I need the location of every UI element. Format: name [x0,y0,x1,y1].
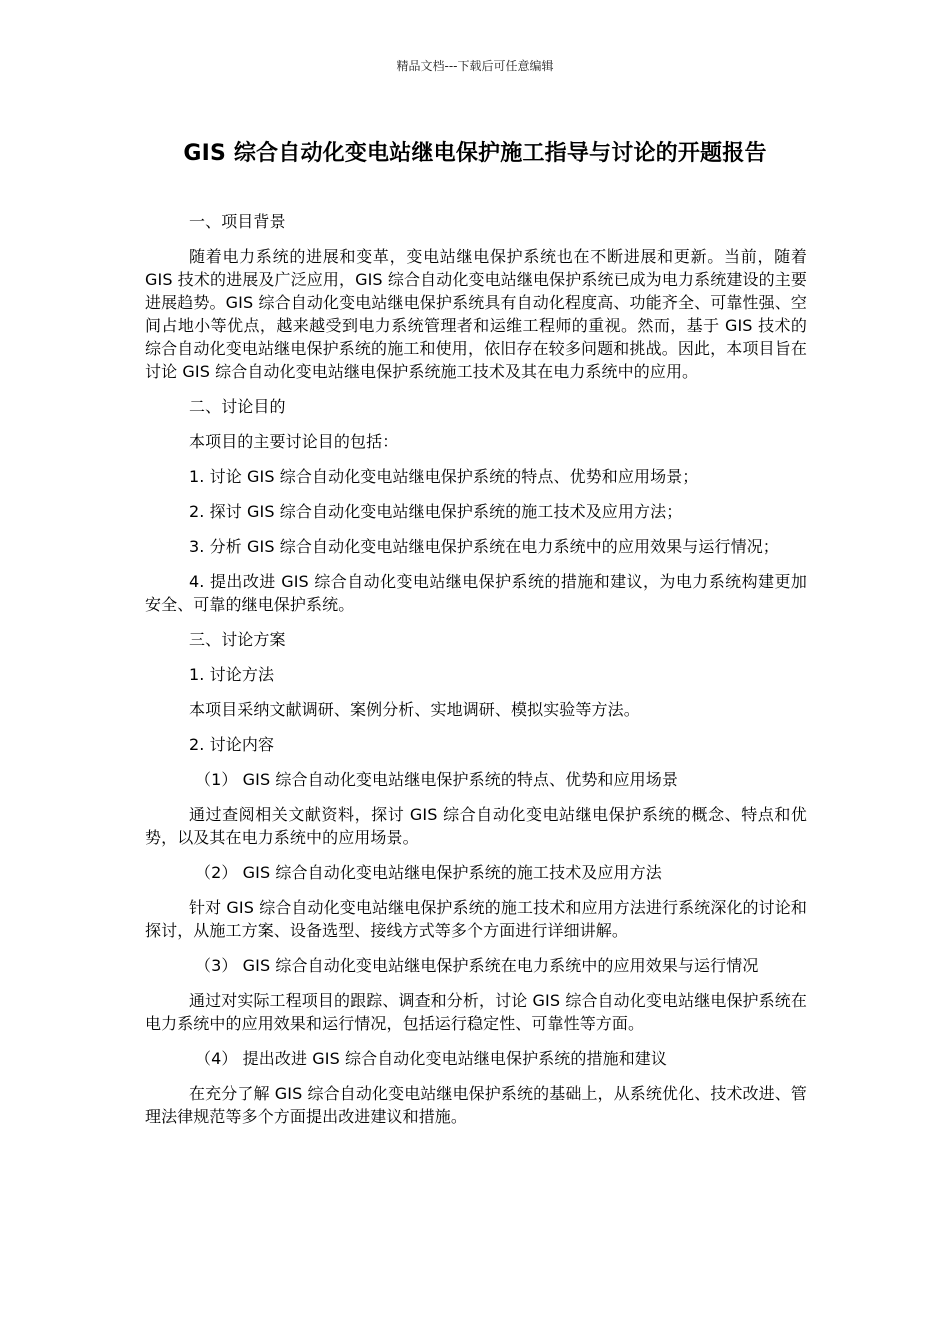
content-item-1-heading: （1） GIS 综合自动化变电站继电保护系统的特点、优势和应用场景 [195,770,678,789]
document-title: GIS 综合自动化变电站继电保护施工指导与讨论的开题报告 [183,141,767,166]
content-item-2-text: 针对 GIS 综合自动化变电站继电保护系统的施工技术和应用方法进行系统深化的讨论和探讨，从施工方案、设备选型、接线方式等多个方面进行详细讲解。 [145,898,807,940]
section-heading-plan: 三、讨论方案 [189,630,286,649]
section-heading-purpose: 二、讨论目的 [189,397,286,416]
header-note: 精品文档---下载后可任意编辑 [396,59,554,73]
content-item-4-heading: （4） 提出改进 GIS 综合自动化变电站继电保护系统的措施和建议 [195,1049,668,1068]
paragraph-method: 本项目采纳文献调研、案例分析、实地调研、模拟实验等方法。 [189,700,640,719]
content-item-3-heading: （3） GIS 综合自动化变电站继电保护系统在电力系统中的应用效果与运行情况 [195,956,759,975]
subheading-method: 1. 讨论方法 [189,665,275,684]
purpose-item-4: 4. 提出改进 GIS 综合自动化变电站继电保护系统的措施和建议，为电力系统构建更加安全、可靠的继电保护系统。 [145,572,807,614]
purpose-item-3: 3. 分析 GIS 综合自动化变电站继电保护系统在电力系统中的应用效果与运行情况； [189,537,779,556]
document-body [145,210,807,1140]
paragraph-purpose-intro: 本项目的主要讨论目的包括： [189,432,399,451]
purpose-item-1: 1. 讨论 GIS 综合自动化变电站继电保护系统的特点、优势和应用场景； [189,467,699,486]
section-heading-background: 一、项目背景 [189,212,286,231]
content-item-4-text: 在充分了解 GIS 综合自动化变电站继电保护系统的基础上，从系统优化、技术改进、管理法律规范等多个方面提出改进建议和措施。 [145,1084,807,1126]
purpose-item-2: 2. 探讨 GIS 综合自动化变电站继电保护系统的施工技术及应用方法； [189,502,683,521]
subheading-content: 2. 讨论内容 [189,735,275,754]
content-item-2-heading: （2） GIS 综合自动化变电站继电保护系统的施工技术及应用方法 [195,863,662,882]
paragraph-background: 随着电力系统的进展和变革，变电站继电保护系统也在不断进展和更新。当前，随着 GIS 技术的进展及广泛应用，GIS 综合自动化变电站继电保护系统已成为电力系统建设的主要进展趋势。GIS 综合自动化变电站继电保护系统具有自动化程度高、功能齐全、可靠性强、空间占地小等优点，越来越受到电力系统管理者和运维工程师的重视。然而，基于 GIS 技术的综合自动化变电站继电保护系统的施工和使用，依旧存在较多问题和挑战。因此，本项目旨在讨论 GIS 综合自动化变电站继电保护系统施工技术及其在电力系统中的应用。 [145,247,807,381]
content-item-1-text: 通过查阅相关文献资料，探讨 GIS 综合自动化变电站继电保护系统的概念、特点和优势，以及其在电力系统中的应用场景。 [145,805,807,847]
content-item-3-text: 通过对实际工程项目的跟踪、调查和分析，讨论 GIS 综合自动化变电站继电保护系统在电力系统中的应用效果和运行情况，包括运行稳定性、可靠性等方面。 [145,991,807,1033]
